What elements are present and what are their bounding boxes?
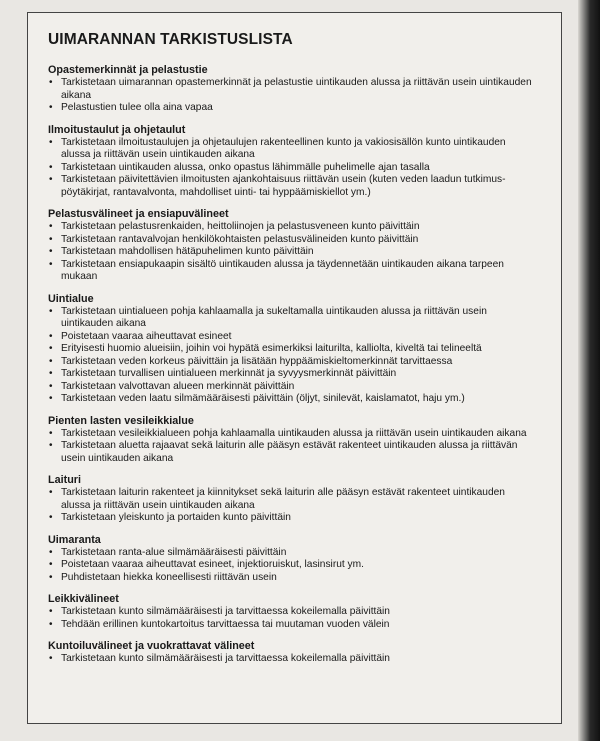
list-item <box>48 572 547 585</box>
checklist-section <box>48 474 547 525</box>
bullet-icon: • <box>49 487 53 498</box>
list-item-text: Tarkistetaan uintialueen pohja kahlaamalla ja sukeltamalla uintikauden alussa ja riittävän usein uintikauden aikana <box>61 305 487 329</box>
list-item-text: Pelastustien tulee olla aina vapaa <box>61 102 213 113</box>
checklist-section <box>48 593 547 631</box>
sections-container <box>48 64 547 666</box>
list-item <box>48 306 547 331</box>
list-item-text: Erityisesti huomio alueisiin, joihin voi hypätä esimerkiksi laiturilta, kalliolta, kiveltä tai telineeltä <box>61 343 482 354</box>
checklist-items <box>48 306 547 406</box>
bullet-icon: • <box>49 393 53 404</box>
list-item-text: Tarkistetaan kunto silmämääräisesti ja tarvittaessa kokeilemalla päivittäin <box>61 653 390 664</box>
list-item-text: Tarkistetaan turvallisen uintialueen merkinnät ja syvyysmerkinnät päivittäin <box>61 368 397 379</box>
section-heading: Ilmoitustaulut ja ohjetaulut <box>48 123 186 136</box>
bullet-icon: • <box>49 77 53 88</box>
list-item <box>48 246 547 259</box>
bullet-icon: • <box>49 512 53 523</box>
section-heading: Uintialue <box>48 292 94 305</box>
list-item <box>48 137 547 162</box>
list-item <box>48 234 547 247</box>
checklist-section <box>48 64 547 115</box>
list-item <box>48 368 547 381</box>
bullet-icon: • <box>49 368 53 379</box>
list-item-text: Tarkistetaan pelastusrenkaiden, heittoliinojen ja pelastusveneen kunto päivittäin <box>61 221 420 232</box>
checklist-items <box>48 606 547 631</box>
checklist-box <box>27 12 562 724</box>
bullet-icon: • <box>49 246 53 257</box>
bullet-icon: • <box>49 136 53 148</box>
list-item-text: Tarkistetaan päivitettävien ilmoitusten ajankohtaisuus riittävän usein (kuten veden laadun tutkimus-pöytäkirjat, rantavalvonta, mahdolliset uinti- tai hyppäämiskiellot ym.) <box>61 174 506 198</box>
bullet-icon: • <box>49 380 53 392</box>
list-item <box>48 393 547 406</box>
checklist-section <box>48 415 547 466</box>
scan-edge-shadow <box>578 0 600 741</box>
list-item-text: Tarkistetaan kunto silmämääräisesti ja tarvittaessa kokeilemalla päivittäin <box>61 606 390 617</box>
bullet-icon: • <box>49 606 53 617</box>
bullet-icon: • <box>49 559 53 570</box>
list-item <box>48 174 547 199</box>
bullet-icon: • <box>49 233 53 245</box>
checklist-section <box>48 124 547 200</box>
list-item <box>48 547 547 560</box>
list-item-text: Tarkistetaan mahdollisen hätäpuhelimen kunto päivittäin <box>61 246 314 257</box>
list-item-text: Tarkistetaan uimarannan opastemerkinnät ja pelastustie uintikauden alussa ja riittävän usein uintikauden aikana <box>61 77 532 101</box>
list-item <box>48 102 547 115</box>
bullet-icon: • <box>49 427 53 439</box>
checklist-items <box>48 547 547 585</box>
bullet-icon: • <box>49 305 53 317</box>
section-heading: Pelastusvälineet ja ensiapuvälineet <box>48 208 229 220</box>
list-item-text: Tarkistetaan veden laatu silmämääräisesti päivittäin (öljyt, sinilevät, kaislamatot, haju ym.) <box>61 393 465 404</box>
list-item-text: Tarkistetaan veden korkeus päivittäin ja lisätään hyppäämiskieltomerkinnät tarvittaessa <box>61 355 453 367</box>
checklist-section <box>48 640 547 666</box>
checklist-section <box>48 208 547 284</box>
bullet-icon: • <box>49 174 53 185</box>
checklist-items <box>48 77 547 115</box>
checklist-items <box>48 487 547 525</box>
list-item-text: Tarkistetaan uintikauden alussa, onko opastus lähimmälle puhelimelle ajan tasalla <box>61 161 430 173</box>
list-item-text: Poistetaan vaaraa aiheuttavat esineet <box>61 330 232 342</box>
checklist-items <box>48 221 547 284</box>
bullet-icon: • <box>49 440 53 451</box>
bullet-icon: • <box>49 102 53 113</box>
bullet-icon: • <box>49 221 53 232</box>
list-item <box>48 77 547 102</box>
list-item-text: Tehdään erillinen kuntokartoitus tarvittaessa tai muutaman vuoden välein <box>61 618 390 630</box>
bullet-icon: • <box>49 546 53 558</box>
list-item-text: Puhdistetaan hiekka koneellisesti riittävän usein <box>61 571 277 583</box>
bullet-icon: • <box>49 258 53 270</box>
section-heading: Laituri <box>48 474 81 486</box>
list-item-text: Tarkistetaan valvottavan alueen merkinnät päivittäin <box>61 380 295 392</box>
list-item-text: Tarkistetaan ranta-alue silmämääräisesti päivittäin <box>61 546 287 558</box>
list-item-text: Tarkistetaan rantavalvojan henkilökohtaisten pelastusvälineiden kunto päivittäin <box>61 233 419 245</box>
list-item <box>48 428 547 441</box>
list-item <box>48 653 547 666</box>
list-item-text: Tarkistetaan vesileikkialueen pohja kahlaamalla uintikauden alussa ja riittävän usein uintikauden aikana <box>61 427 527 439</box>
list-item <box>48 162 547 175</box>
checklist-items <box>48 653 547 666</box>
list-item <box>48 619 547 632</box>
checklist-items <box>48 137 547 200</box>
list-item-text: Tarkistetaan ensiapukaapin sisältö uintikauden alussa ja täydennetään uintikauden aikana tarpeen mukaan <box>61 258 504 282</box>
page-title: UIMARANNAN TARKISTUSLISTA <box>48 31 293 48</box>
bullet-icon: • <box>49 343 53 354</box>
section-heading: Pienten lasten vesileikkialue <box>48 414 194 427</box>
list-item <box>48 606 547 619</box>
checklist-items <box>48 428 547 466</box>
checklist-content <box>48 31 547 675</box>
list-item <box>48 440 547 465</box>
list-item <box>48 381 547 394</box>
list-item <box>48 343 547 356</box>
list-item-text: Tarkistetaan yleiskunto ja portaiden kunto päivittäin <box>61 512 291 523</box>
list-item <box>48 221 547 234</box>
list-item-text: Tarkistetaan laiturin rakenteet ja kiinnitykset sekä laiturin alle pääsyn estävät rakenteet uintikauden alussa ja riittävän usein uintikauden aikana <box>61 487 505 511</box>
list-item <box>48 512 547 525</box>
list-item <box>48 356 547 369</box>
section-heading: Kuntoiluvälineet ja vuokrattavat välineet <box>48 640 255 652</box>
bullet-icon: • <box>49 571 53 583</box>
section-heading: Opastemerkinnät ja pelastustie <box>48 64 208 76</box>
list-item <box>48 559 547 572</box>
section-heading: Leikkivälineet <box>48 593 119 605</box>
list-item-text: Tarkistetaan ilmoitustaulujen ja ohjetaulujen rakenteellinen kunto ja vakiosisällön kunto uintikauden alussa ja riittävän usein uintikauden aikana <box>61 136 506 160</box>
list-item <box>48 259 547 284</box>
bullet-icon: • <box>49 618 53 630</box>
bullet-icon: • <box>49 330 53 342</box>
bullet-icon: • <box>49 653 53 664</box>
section-heading: Uimaranta <box>48 533 101 546</box>
list-item-text: Tarkistetaan aluetta rajaavat sekä laiturin alle pääsyn estävät rakenteet uintikauden alussa ja riittävän usein uintikauden aikana <box>61 440 518 464</box>
checklist-section <box>48 534 547 585</box>
bullet-icon: • <box>49 161 53 173</box>
list-item-text: Poistetaan vaaraa aiheuttavat esineet, injektioruiskut, lasinsirut ym. <box>61 559 364 570</box>
list-item <box>48 331 547 344</box>
checklist-section <box>48 293 547 406</box>
bullet-icon: • <box>49 355 53 367</box>
list-item <box>48 487 547 512</box>
